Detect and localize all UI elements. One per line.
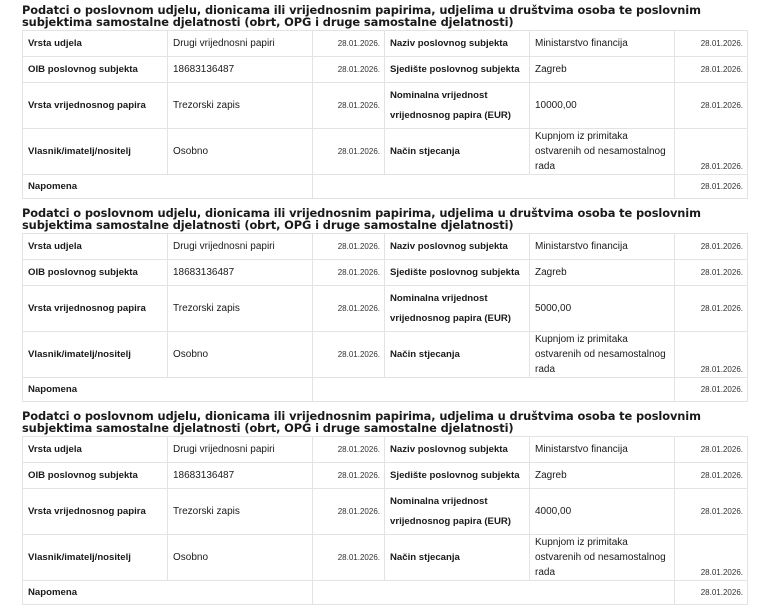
table-row [23, 535, 748, 581]
field-value: 18683136487 [168, 57, 313, 83]
table-row [23, 581, 748, 605]
field-value: Trezorski zapis [168, 83, 313, 129]
field-label: Način stjecanja [385, 535, 530, 581]
field-label: Napomena [23, 581, 313, 605]
field-label: OIB poslovnog subjekta [23, 463, 168, 489]
table-row [23, 437, 748, 463]
field-date: 28.01.2026. [675, 581, 748, 605]
table-row [23, 57, 748, 83]
share-details-table [22, 30, 748, 199]
table-row [23, 175, 748, 199]
field-date: 28.01.2026. [313, 489, 385, 535]
field-date: 28.01.2026. [313, 83, 385, 129]
field-value: 10000,00 [530, 83, 675, 129]
declaration-page [22, 4, 746, 605]
field-value: Zagreb [530, 260, 675, 286]
field-value: Osobno [168, 535, 313, 581]
section-title: Podatci o poslovnom udjelu, dionicama ili vrijednosnim papirima, udjelima u društvima osoba te poslovnim subjektima samostalne djelatnosti (obrt, OPG i druge samostalne djelatnosti) [22, 409, 701, 435]
field-value: 4000,00 [530, 489, 675, 535]
field-value: Trezorski zapis [168, 489, 313, 535]
field-label: OIB poslovnog subjekta [23, 57, 168, 83]
field-date: 28.01.2026. [313, 286, 385, 332]
field-label: Vrsta udjela [23, 437, 168, 463]
field-label: Vrsta vrijednosnog papira [23, 286, 168, 332]
field-date: 28.01.2026. [675, 378, 748, 402]
field-value: Kupnjom iz primitaka ostvarenih od nesamostalnog rada [530, 535, 675, 581]
field-value: 5000,00 [530, 286, 675, 332]
field-value: 18683136487 [168, 463, 313, 489]
field-value: Trezorski zapis [168, 286, 313, 332]
field-date: 28.01.2026. [313, 260, 385, 286]
field-date: 28.01.2026. [675, 83, 748, 129]
field-label: OIB poslovnog subjekta [23, 260, 168, 286]
field-label: Napomena [23, 175, 313, 199]
field-date: 28.01.2026. [313, 129, 385, 175]
field-value [313, 581, 675, 605]
field-label: Naziv poslovnog subjekta [385, 234, 530, 260]
field-label: Način stjecanja [385, 332, 530, 378]
field-value: Osobno [168, 129, 313, 175]
field-date: 28.01.2026. [313, 437, 385, 463]
field-label: Način stjecanja [385, 129, 530, 175]
field-date: 28.01.2026. [675, 129, 748, 175]
field-label: Naziv poslovnog subjekta [385, 31, 530, 57]
field-label: Nominalna vrijednost vrijednosnog papira (EUR) [385, 83, 530, 129]
field-label: Vrsta vrijednosnog papira [23, 83, 168, 129]
table-row [23, 260, 748, 286]
field-value: Zagreb [530, 57, 675, 83]
share-section [22, 4, 746, 199]
field-label: Sjedište poslovnog subjekta [385, 463, 530, 489]
field-value: Drugi vrijednosni papiri [168, 234, 313, 260]
field-value: Kupnjom iz primitaka ostvarenih od nesamostalnog rada [530, 129, 675, 175]
table-row [23, 234, 748, 260]
field-date: 28.01.2026. [675, 234, 748, 260]
field-label: Vlasnik/imatelj/nositelj [23, 332, 168, 378]
field-date: 28.01.2026. [675, 535, 748, 581]
field-label: Nominalna vrijednost vrijednosnog papira (EUR) [385, 489, 530, 535]
field-date: 28.01.2026. [675, 332, 748, 378]
field-value: Ministarstvo financija [530, 437, 675, 463]
section-title: Podatci o poslovnom udjelu, dionicama ili vrijednosnim papirima, udjelima u društvima osoba te poslovnim subjektima samostalne djelatnosti (obrt, OPG i druge samostalne djelatnosti) [22, 206, 701, 232]
field-label: Vlasnik/imatelj/nositelj [23, 129, 168, 175]
field-date: 28.01.2026. [675, 260, 748, 286]
table-row [23, 378, 748, 402]
field-label: Vrsta vrijednosnog papira [23, 489, 168, 535]
table-row [23, 489, 748, 535]
field-date: 28.01.2026. [313, 332, 385, 378]
field-value: Drugi vrijednosni papiri [168, 437, 313, 463]
field-date: 28.01.2026. [675, 463, 748, 489]
field-value [313, 175, 675, 199]
share-section [22, 207, 746, 402]
field-date: 28.01.2026. [675, 286, 748, 332]
field-label: Vrsta udjela [23, 31, 168, 57]
field-date: 28.01.2026. [675, 489, 748, 535]
field-date: 28.01.2026. [675, 31, 748, 57]
table-row [23, 463, 748, 489]
field-value: Osobno [168, 332, 313, 378]
field-label: Napomena [23, 378, 313, 402]
share-details-table [22, 436, 748, 605]
field-date: 28.01.2026. [675, 437, 748, 463]
field-date: 28.01.2026. [675, 57, 748, 83]
field-label: Vrsta udjela [23, 234, 168, 260]
field-value: Ministarstvo financija [530, 31, 675, 57]
field-value: Zagreb [530, 463, 675, 489]
field-label: Nominalna vrijednost vrijednosnog papira (EUR) [385, 286, 530, 332]
table-row [23, 286, 748, 332]
field-date: 28.01.2026. [313, 31, 385, 57]
field-date: 28.01.2026. [675, 175, 748, 199]
share-section [22, 410, 746, 605]
field-value [313, 378, 675, 402]
field-date: 28.01.2026. [313, 535, 385, 581]
field-date: 28.01.2026. [313, 463, 385, 489]
share-details-table [22, 233, 748, 402]
field-value: Drugi vrijednosni papiri [168, 31, 313, 57]
table-row [23, 332, 748, 378]
field-label: Naziv poslovnog subjekta [385, 437, 530, 463]
section-title: Podatci o poslovnom udjelu, dionicama ili vrijednosnim papirima, udjelima u društvima osoba te poslovnim subjektima samostalne djelatnosti (obrt, OPG i druge samostalne djelatnosti) [22, 3, 701, 29]
field-label: Sjedište poslovnog subjekta [385, 57, 530, 83]
field-date: 28.01.2026. [313, 234, 385, 260]
table-row [23, 31, 748, 57]
field-value: Kupnjom iz primitaka ostvarenih od nesamostalnog rada [530, 332, 675, 378]
field-value: Ministarstvo financija [530, 234, 675, 260]
field-label: Vlasnik/imatelj/nositelj [23, 535, 168, 581]
field-date: 28.01.2026. [313, 57, 385, 83]
field-label: Sjedište poslovnog subjekta [385, 260, 530, 286]
field-value: 18683136487 [168, 260, 313, 286]
table-row [23, 83, 748, 129]
table-row [23, 129, 748, 175]
